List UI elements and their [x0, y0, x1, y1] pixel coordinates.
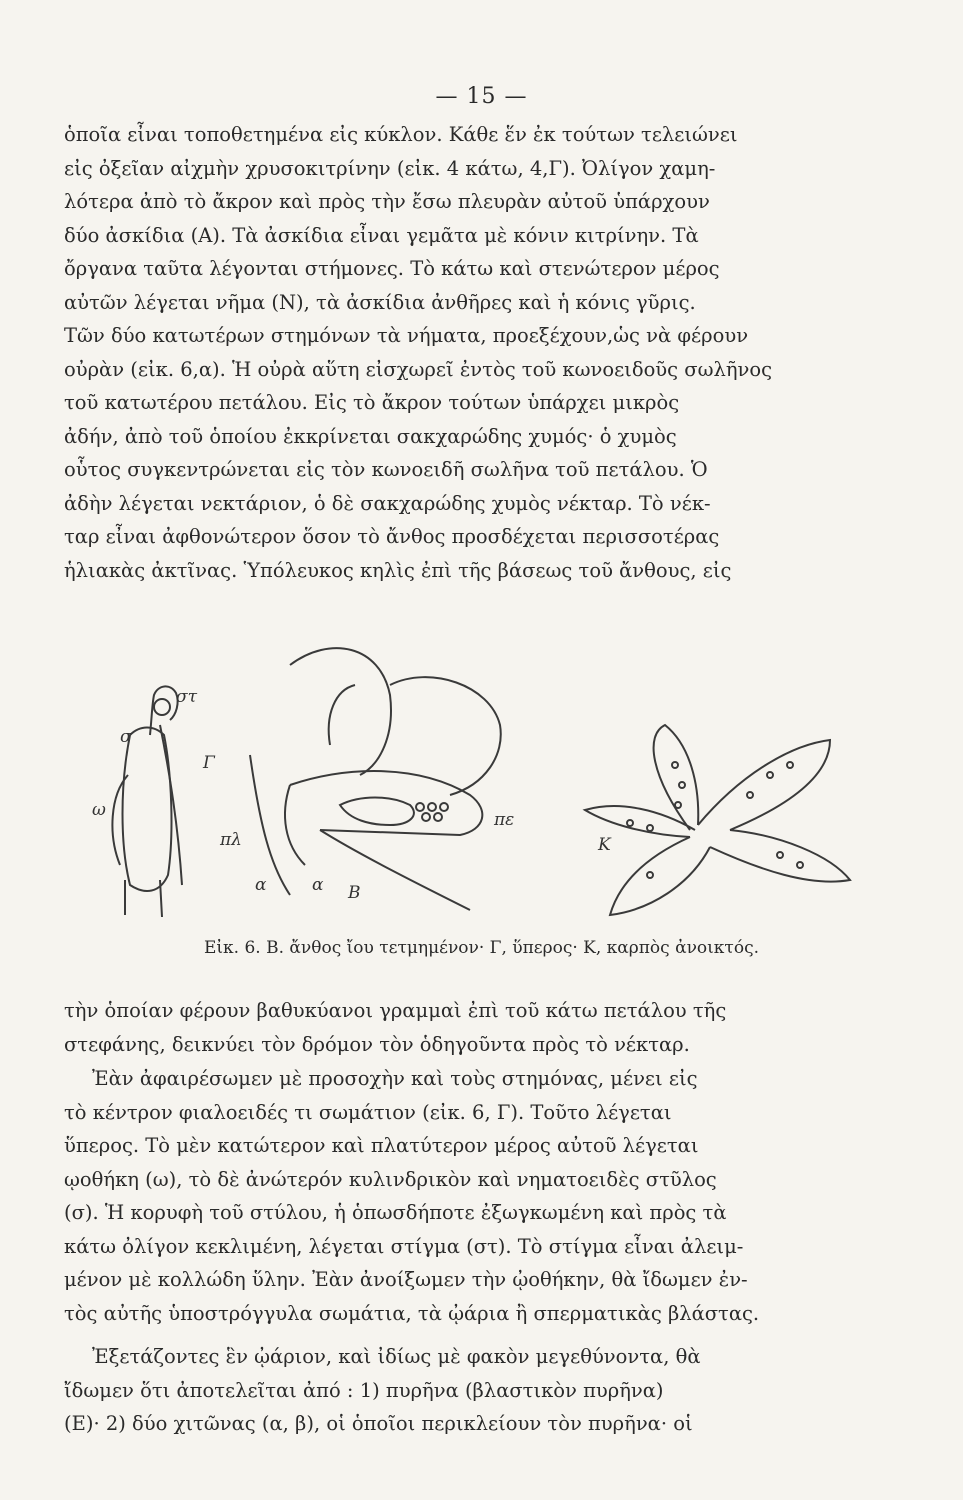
text-line: ταρ εἶναι ἀφθονώτερον ὅσον τὸ ἄνθος προσδέχεται περισσοτέρας: [64, 525, 720, 548]
text-line: τὸς αὐτῆς ὑποστρόγγυλα σωμάτια, τὰ ᾠάρια ἢ σπερματικὰς βλάστας.: [64, 1301, 760, 1325]
text-line: οὗτος συγκεντρώνεται εἰς τὸν κωνοειδῆ σωλῆνα τοῦ πετάλου. Ὁ: [64, 458, 708, 481]
text-line: (σ). Ἡ κορυφὴ τοῦ στύλου, ἡ ὁπωσδήποτε ἐξωγκωμένη καὶ πρὸς τὰ: [64, 1201, 727, 1224]
text-line: ἀδὴν λέγεται νεκτάριον, ὁ δὲ σακχαρώδης χυμὸς νέκταρ. Τὸ νέκ-: [64, 491, 711, 515]
text-line: μένον μὲ κολλώδη ὕλην. Ἐὰν ἀνοίξωμεν τὴν ᾠοθήκην, θὰ ἴδωμεν ἐν-: [64, 1268, 748, 1291]
figure-label-alpha-1: α: [255, 875, 267, 895]
text-line: ὄργανα ταῦτα λέγονται στήμονες. Τὸ κάτω καὶ στενώτερον μέρος: [64, 257, 720, 280]
text-line: Τῶν δύο κατωτέρων στημόνων τὰ νήματα, προεξέχουν,ὡς νὰ φέρουν: [64, 324, 749, 347]
figure-label-flower: Β: [348, 883, 361, 903]
figure-label-alpha-2: α: [312, 875, 324, 895]
text-line: ῳοθήκη (ω), τὸ δὲ ἀνώτερόν κυλινδρικὸν καὶ νηματοειδὲς στῦλος: [64, 1167, 717, 1191]
figure-label-style: σ: [120, 727, 132, 747]
page-number: — 15 —: [435, 84, 528, 109]
figure-caption: Εἰκ. 6. Β. ἄνθος ἴου τετμημένον· Γ, ὕπερος· Κ, καρπὸς ἀνοικτός.: [203, 938, 759, 958]
text-line: Ἐξετάζοντες ἓν ᾠάριον, καὶ ἰδίως μὲ φακὸν μεγεθύνοντα, θὰ: [92, 1345, 701, 1368]
figure-label-stigma: στ: [176, 687, 198, 707]
text-line: (Ε)· 2) δύο χιτῶνας (α, β), οἱ ὁποῖοι περικλείουν τὸν πυρῆνα· οἱ: [64, 1412, 693, 1435]
text-line: στεφάνης, δεικνύει τὸν δρόμον τὸν ὁδηγοῦντα πρὸς τὸ νέκταρ.: [64, 1032, 690, 1056]
open-fruit-drawing: [585, 725, 850, 915]
text-line: ὁποῖα εἶναι τοποθετημένα εἰς κύκλον. Κάθε ἕν ἐκ τούτων τελειώνει: [64, 123, 738, 146]
figure-label-petal: πλ: [220, 830, 242, 850]
figure-violet-flower: [90, 625, 870, 925]
text-line: κάτω ὀλίγον κεκλιμένη, λέγεται στίγμα (στ). Τὸ στίγμα εἶναι ἀλειμ-: [64, 1234, 744, 1258]
text-line: οὐρὰν (εἰκ. 6,α). Ἡ οὐρὰ αὕτη εἰσχωρεῖ ἐντὸς τοῦ κωνοειδοῦς σωλῆνος: [64, 357, 773, 381]
figure-label-pe: πε: [494, 810, 515, 830]
text-line: λότερα ἀπὸ τὸ ἄκρον καὶ πρὸς τὴν ἔσω πλευρὰν αὐτοῦ ὑπάρχουν: [64, 190, 710, 213]
text-line: δύο ἀσκίδια (Α). Τὰ ἀσκίδια εἶναι γεμᾶτα μὲ κόνιν κιτρίνην. Τὰ: [64, 223, 699, 247]
paragraph-ovule: [64, 1340, 844, 1441]
text-line: ἡλιακὰς ἀκτῖνας. Ὑπόλευκος κηλὶς ἐπὶ τῆς βάσεως τοῦ ἄνθους, εἰς: [64, 558, 732, 582]
figure-label-pistil: Γ: [203, 753, 215, 773]
flower-section-drawing: [250, 648, 501, 910]
text-line: ἀδήν, ἀπὸ τοῦ ὁποίου ἐκκρίνεται σακχαρώδης χυμός· ὁ χυμὸς: [64, 424, 677, 448]
paragraph-top: [64, 118, 844, 587]
paragraph-pistil: [64, 1062, 844, 1330]
text-line: τὴν ὁποίαν φέρουν βαθυκύανοι γραμμαὶ ἐπὶ τοῦ κάτω πετάλου τῆς: [64, 999, 727, 1022]
pistil-drawing: [112, 686, 182, 917]
figure-label-ovary: ω: [92, 800, 106, 820]
figure-label-fruit: Κ: [598, 835, 611, 855]
paragraph-nectar-path: [64, 994, 844, 1061]
text-line: ὕπερος. Τὸ μὲν κατώτερον καὶ πλατύτερον μέρος αὐτοῦ λέγεται: [64, 1134, 699, 1157]
text-line: Ἐὰν ἀφαιρέσωμεν μὲ προσοχὴν καὶ τοὺς στημόνας, μένει εἰς: [92, 1067, 698, 1090]
text-line: ἴδωμεν ὅτι ἀποτελεῖται ἀπό : 1) πυρῆνα (βλαστικὸν πυρῆνα): [64, 1378, 664, 1402]
text-line: τὸ κέντρον φιαλοειδές τι σωμάτιον (εἰκ. 6, Γ). Τοῦτο λέγεται: [64, 1100, 672, 1124]
flower-illustration: [90, 625, 870, 925]
text-line: εἰς ὀξεῖαν αἰχμὴν χρυσοκιτρίνην (εἰκ. 4 κάτω, 4,Γ). Ὀλίγον χαμη-: [64, 156, 716, 180]
text-line: τοῦ κατωτέρου πετάλου. Εἰς τὸ ἄκρον τούτων ὑπάρχει μικρὸς: [64, 391, 680, 414]
text-line: αὐτῶν λέγεται νῆμα (Ν), τὰ ἀσκίδια ἀνθῆρες καὶ ἡ κόνις γῦρις.: [64, 290, 696, 314]
